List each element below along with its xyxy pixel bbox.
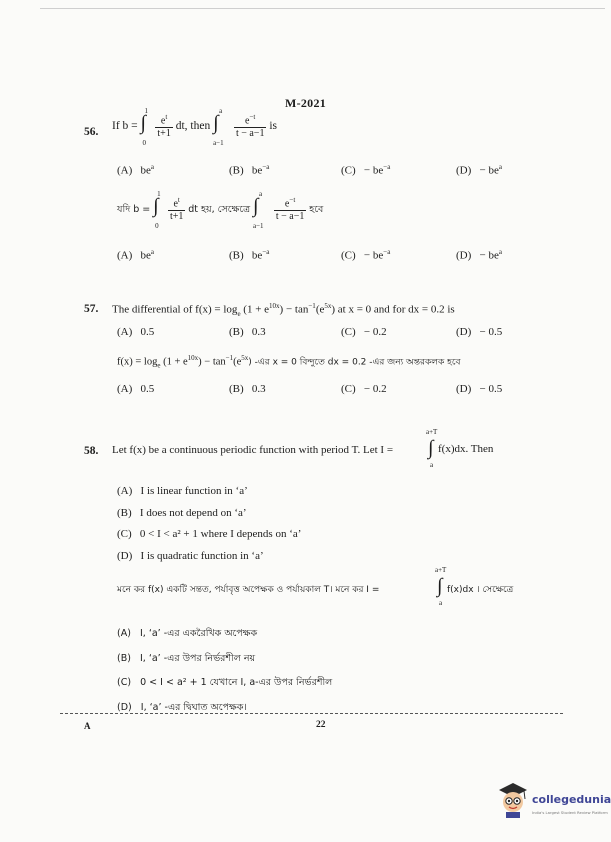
option-label: (C)	[341, 164, 356, 177]
q57-en-sup3: 5x	[324, 302, 332, 310]
q58-bn-int-upper: a+T	[435, 566, 447, 574]
integral-symbol: ∫	[153, 195, 159, 217]
q56-int1-dt: dt, then	[175, 120, 211, 132]
q57-bn-e: ) -এর x = 0 বিন্দুতে dx = 0.2 -এর জন্য অন্তরকলক হবে	[248, 357, 461, 368]
q58-bn-integral	[435, 566, 555, 606]
q56-bengali-stem	[117, 190, 324, 230]
q58-bn-option-a[interactable]	[117, 627, 257, 642]
q56-bn-option-a[interactable]	[117, 248, 154, 262]
q56-bn-option-b[interactable]	[229, 248, 269, 262]
option-sup: −a	[262, 248, 270, 256]
integral-symbol: ∫	[213, 112, 219, 134]
q56-int2-fraction	[234, 113, 267, 139]
q56-int2-den: t − a−1	[235, 128, 265, 140]
option-label: (D)	[117, 702, 132, 713]
option-sup: −a	[383, 248, 391, 256]
option-text: I is linear function in ‘a’	[140, 485, 248, 497]
option-text: 0 < I < a² + 1 যেখানে I, a-এর উপর নির্ভরশীল	[140, 677, 333, 688]
option-label: (D)	[456, 326, 472, 338]
q56-bn-post: হবে	[309, 204, 324, 215]
q57-en-c: ) − tan	[279, 303, 309, 316]
q56-bn-int1-lower: 0	[155, 222, 159, 230]
q57-bn-sub: e	[157, 361, 161, 370]
q57-bn-d: (e	[233, 356, 242, 368]
option-value: 0.5	[140, 383, 155, 395]
option-label: (A)	[117, 249, 133, 262]
q58-option-c[interactable]	[117, 528, 301, 540]
q56-bn-int2-upper: a	[258, 190, 263, 198]
option-label: (A)	[117, 628, 131, 639]
q56-bn-int1-den: t+1	[169, 211, 184, 223]
q57-bn-sup2: −1	[225, 354, 234, 362]
q57-en-e: ) at x = 0 and for dx = 0.2 is	[331, 303, 455, 316]
option-base: be	[140, 164, 151, 177]
q57-bn-option-d[interactable]	[456, 383, 502, 395]
option-label: (B)	[117, 653, 131, 664]
logo-wordmark: collegedunia	[532, 793, 611, 806]
option-sup: a	[150, 248, 155, 256]
option-text: I does not depend on ‘a’	[139, 507, 247, 519]
q58-int-lower: a	[430, 461, 434, 469]
integral-symbol: ∫	[437, 575, 443, 597]
q58-option-a[interactable]	[117, 485, 248, 497]
q57-english-stem	[112, 302, 455, 318]
integral-symbol: ∫	[428, 437, 434, 459]
q56-bn-mid: dt হয়, সেক্ষেত্রে	[188, 204, 251, 215]
option-label: (A)	[117, 326, 133, 338]
q58-bn-int-lower: a	[439, 599, 443, 607]
q58-int-body: f(x)dx. Then	[438, 443, 494, 455]
option-text: I, ‘a’ -এর উপর নির্ভরশীল নয়	[140, 653, 256, 664]
option-value: − 0.5	[479, 383, 503, 395]
option-label: (B)	[117, 507, 132, 519]
option-text: I is quadratic function in ‘a’	[140, 550, 264, 562]
option-label: (B)	[229, 249, 244, 262]
option-value: 0.3	[251, 326, 266, 338]
option-label: (C)	[117, 528, 132, 540]
q56-english-stem	[112, 107, 277, 147]
q56-number: 56.	[84, 126, 99, 138]
option-label: (C)	[341, 326, 356, 338]
q56-bn-option-c[interactable]	[341, 248, 390, 262]
integral-symbol: ∫	[252, 195, 259, 217]
option-base: be	[251, 249, 263, 262]
q56-int1-fraction	[155, 113, 172, 139]
q56-int2-num-sup: −t	[249, 113, 256, 122]
q56-bn-int1-fraction	[168, 196, 185, 222]
q56-bn-option-d[interactable]	[456, 248, 502, 262]
option-label: (D)	[456, 383, 472, 395]
q57-option-c[interactable]	[341, 326, 387, 338]
q57-en-sup1: 10x	[269, 302, 280, 310]
q56-bn-int2-num: e	[284, 198, 290, 210]
set-code: A	[84, 721, 91, 731]
option-label: (A)	[117, 485, 133, 497]
option-label: (A)	[117, 164, 133, 177]
q57-number: 57.	[84, 303, 99, 315]
q57-en-sup2: −1	[308, 302, 316, 310]
option-text: I, ‘a’ -এর দ্বিঘাত অপেক্ষক।	[140, 702, 247, 713]
logo-tagline: India's Largest Student Review Platform	[532, 810, 608, 815]
page-number: 22	[316, 720, 326, 730]
q57-bengali-stem	[117, 354, 461, 370]
q56-bn-int2-num-sup: −t	[289, 196, 296, 205]
q58-english-stem: Let f(x) be a continuous periodic function with period T. Let I =	[112, 444, 394, 456]
q57-bn-a: f(x) = log	[117, 356, 158, 368]
q57-option-b[interactable]	[229, 326, 266, 338]
q58-bn-int-body: f(x)dx । সেক্ষেত্রে	[447, 585, 514, 595]
q56-bn-int1-upper: 1	[157, 190, 161, 198]
q56-int2-lower: a−1	[213, 139, 224, 147]
q56-option-d[interactable]	[456, 163, 502, 177]
q57-en-a: The differential of f(x) = log	[112, 303, 238, 316]
q58-number: 58.	[84, 445, 99, 457]
option-label: (B)	[229, 326, 244, 338]
q57-bn-b: (1 + e	[163, 356, 188, 368]
q57-bn-sup1: 10x	[187, 354, 199, 362]
q56-int1-lower: 0	[142, 139, 147, 147]
q57-option-d[interactable]	[456, 326, 502, 338]
option-base: − be	[363, 164, 384, 177]
integral-symbol: ∫	[140, 112, 147, 134]
q56-bn-int1-num-sup: t	[177, 196, 180, 205]
q56-int1-upper: 1	[144, 107, 149, 115]
option-value: − 0.2	[363, 383, 387, 395]
footer-rule	[60, 713, 563, 714]
q58-bengali-stem: মনে কর f(x) একটি সন্তত, পর্যাবৃত্ত অপেক্ষক ও পর্যায়কাল T। মনে কর I =	[117, 585, 380, 595]
q56-bn-int2-fraction	[274, 196, 307, 222]
option-sup: a	[498, 163, 502, 171]
option-label: (A)	[117, 383, 133, 395]
option-value: 0.5	[140, 326, 155, 338]
q58-integral	[425, 428, 505, 468]
option-base: − be	[363, 249, 384, 262]
q57-option-a[interactable]	[117, 326, 154, 338]
option-label: (D)	[117, 550, 133, 562]
q57-bn-option-c[interactable]	[341, 383, 387, 395]
q57-en-d: (e	[315, 303, 325, 316]
option-sup: −a	[262, 163, 270, 171]
q56-int1-den: t+1	[157, 128, 171, 140]
option-sup: a	[150, 163, 155, 171]
q56-int2-upper: a	[219, 107, 223, 115]
q56-bn-pre: যদি b =	[117, 204, 151, 215]
q56-int1-num: e	[160, 115, 166, 127]
option-label: (B)	[229, 383, 244, 395]
q57-en-b: (1 + e	[243, 303, 270, 316]
q57-en-sub: e	[237, 309, 241, 318]
q58-bn-option-b[interactable]	[117, 652, 255, 667]
option-label: (C)	[341, 249, 356, 262]
option-label: (B)	[229, 164, 244, 177]
q56-option-a[interactable]	[117, 163, 154, 177]
option-sup: a	[498, 248, 502, 256]
option-label: (D)	[456, 249, 472, 262]
option-value: − 0.5	[479, 326, 503, 338]
q57-bn-c: ) − tan	[198, 356, 226, 368]
option-label: (C)	[117, 677, 132, 688]
q56-is: is	[269, 120, 277, 132]
q58-option-d[interactable]	[117, 550, 264, 562]
option-base: − be	[479, 164, 499, 177]
option-sup: −a	[383, 163, 391, 171]
q57-bn-option-a[interactable]	[117, 383, 154, 395]
q56-int2-num: e	[245, 115, 250, 127]
q58-option-b[interactable]	[117, 507, 247, 519]
q58-bn-option-c[interactable]	[117, 676, 332, 691]
q56-bn-int2-lower: a−1	[252, 222, 264, 230]
q56-pre: If b =	[112, 120, 138, 132]
page-title: M-2021	[284, 96, 327, 110]
option-base: − be	[479, 249, 499, 262]
top-rule	[40, 8, 605, 9]
option-value: 0.3	[251, 383, 266, 395]
option-value: − 0.2	[363, 326, 387, 338]
option-text: I, ‘a’ -এর একরৈখিক অপেক্ষক	[139, 628, 258, 639]
mascot-icon	[496, 780, 530, 818]
option-base: be	[140, 249, 151, 262]
q57-bn-option-b[interactable]	[229, 383, 266, 395]
q57-bn-sup3: 5x	[241, 354, 249, 362]
q56-int1-num-sup: t	[165, 113, 168, 122]
option-label: (D)	[456, 164, 472, 177]
option-label: (C)	[341, 383, 356, 395]
q56-bn-int1-num: e	[173, 198, 178, 210]
option-text: 0 < I < a² + 1 where I depends on ‘a’	[139, 528, 302, 540]
q58-int-upper: a+T	[426, 428, 438, 436]
option-base: be	[251, 164, 263, 177]
q56-bn-int2-den: t − a−1	[275, 211, 305, 223]
q56-option-b[interactable]	[229, 163, 269, 177]
q56-option-c[interactable]	[341, 163, 390, 177]
